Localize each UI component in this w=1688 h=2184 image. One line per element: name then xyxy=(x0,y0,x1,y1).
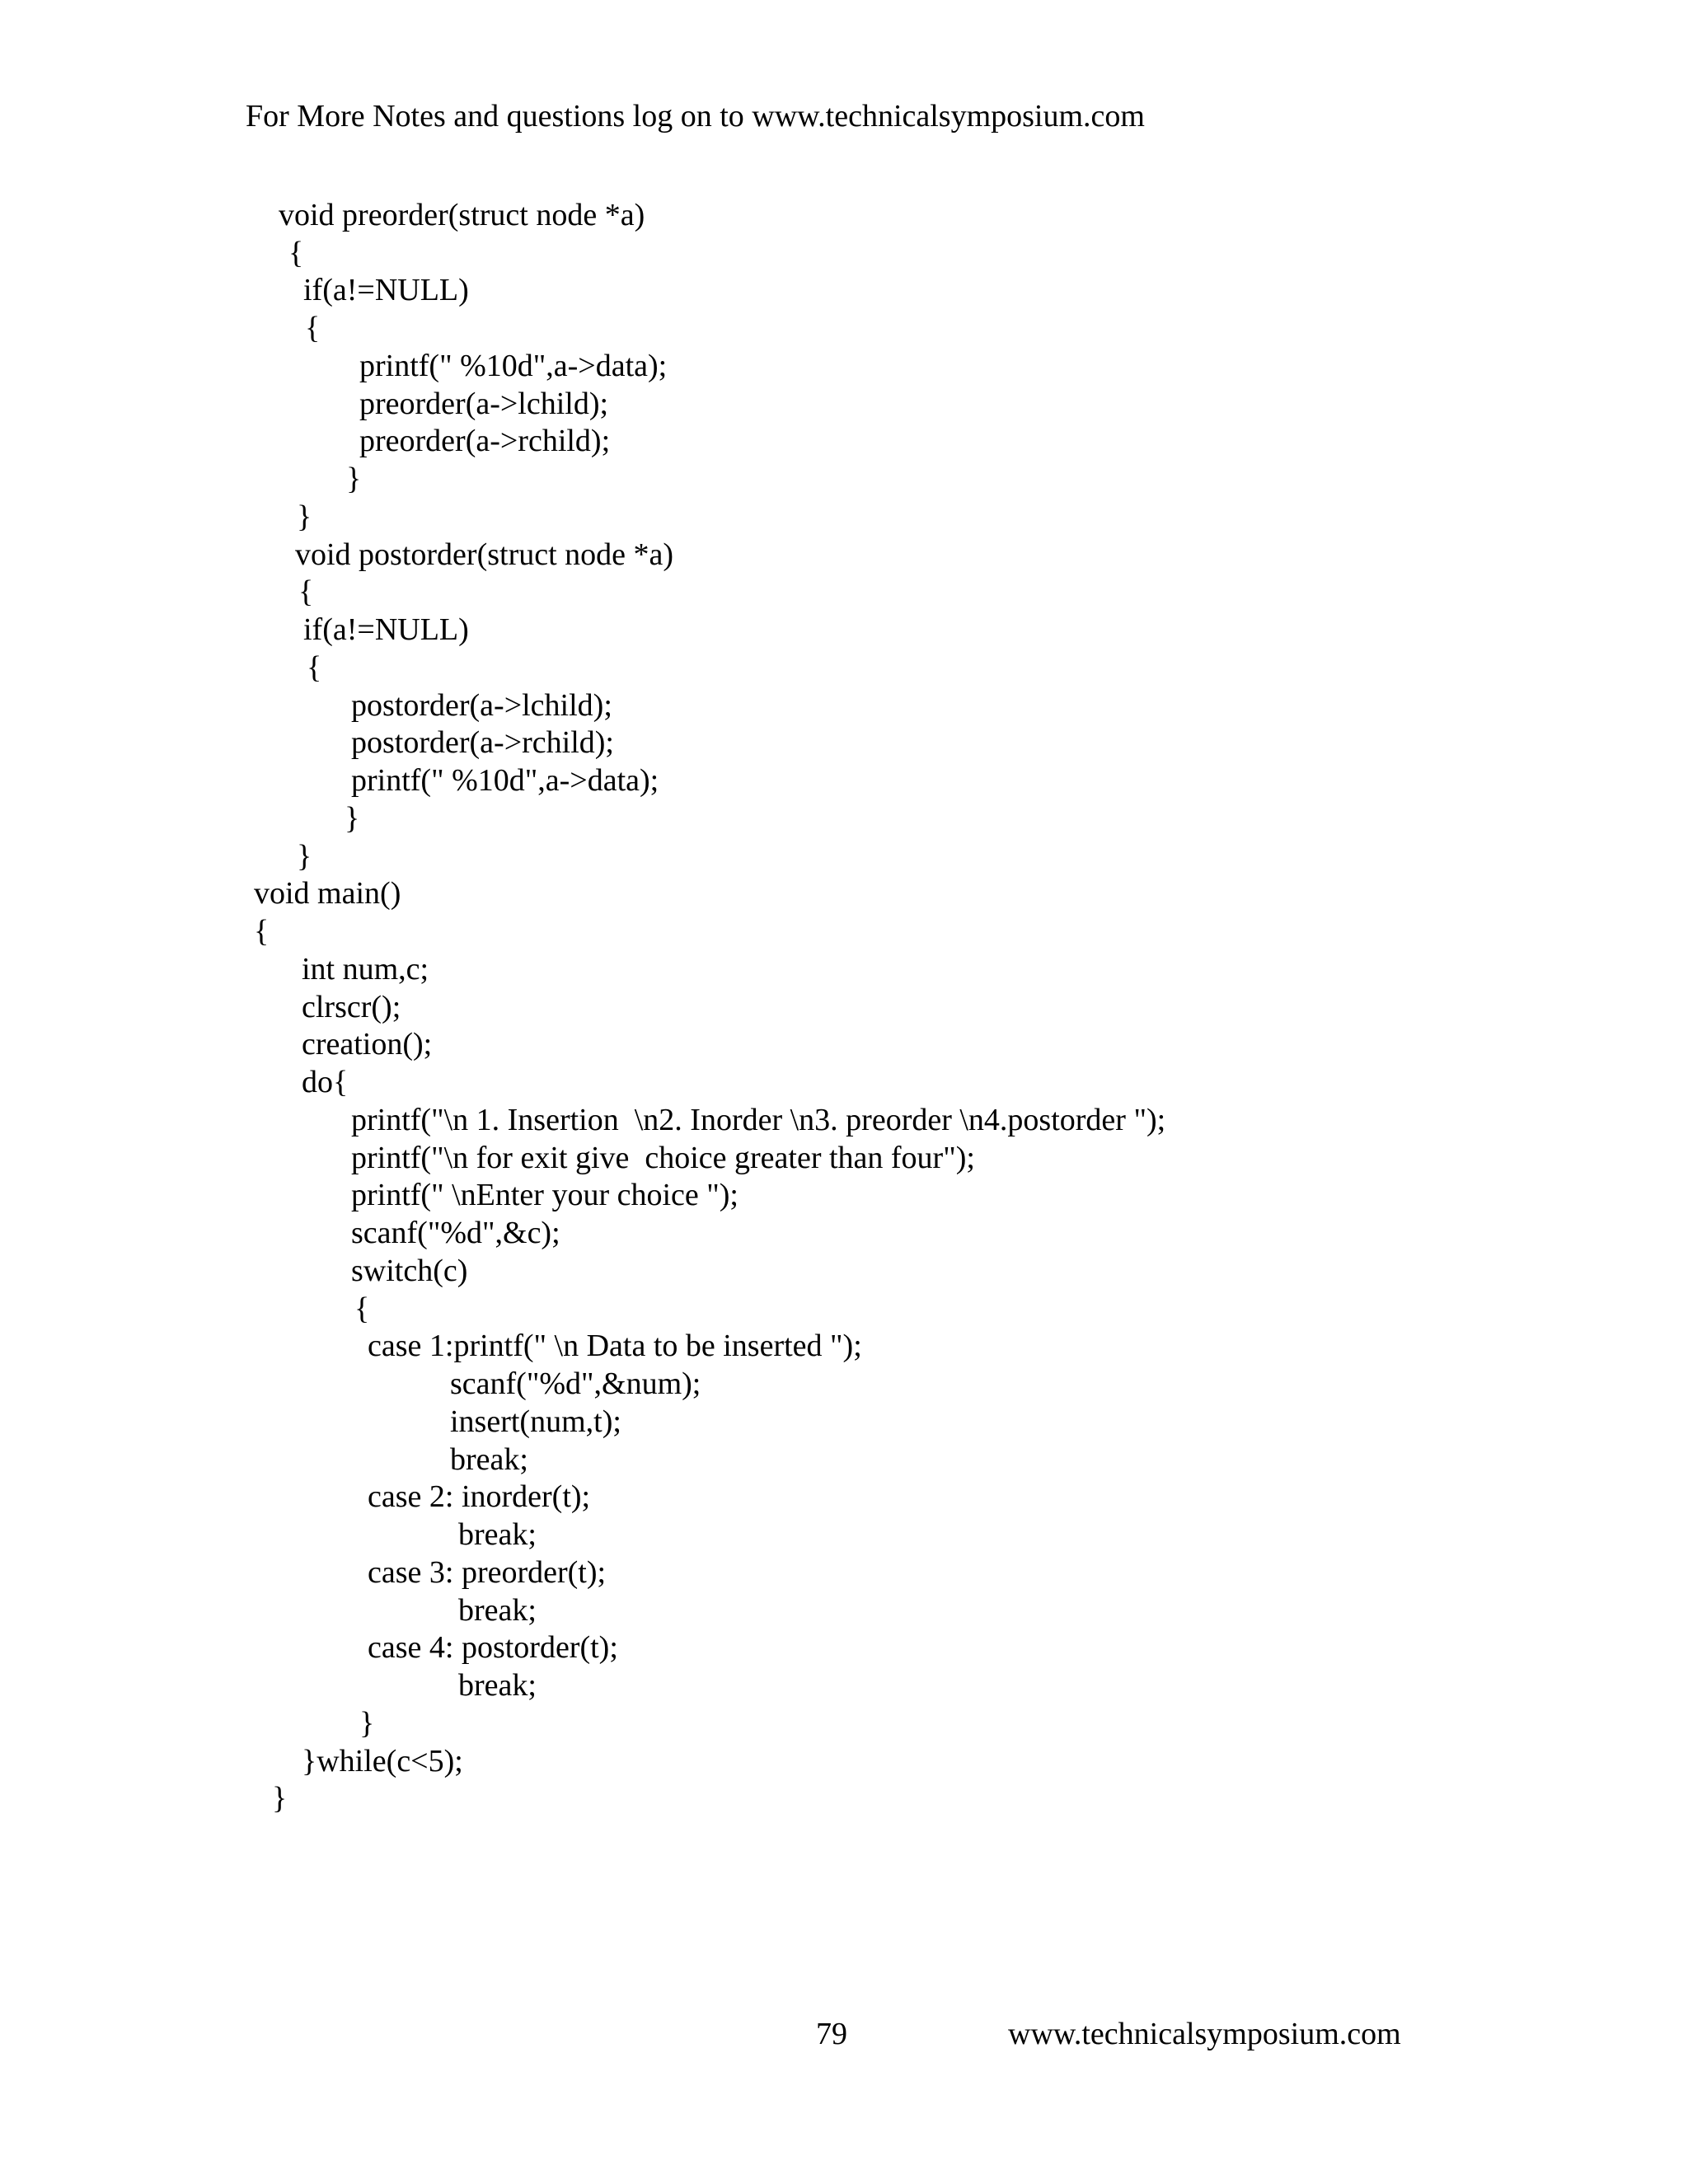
page-number: 79 xyxy=(816,2017,847,2051)
code-line: creation(); xyxy=(302,1027,433,1062)
code-line: } xyxy=(345,801,360,836)
code-line: break; xyxy=(458,1517,537,1552)
code-line: } xyxy=(359,1706,375,1741)
code-line: preorder(a->lchild); xyxy=(359,387,609,421)
code-line: void preorder(struct node *a) xyxy=(279,198,645,232)
code-line: clrscr(); xyxy=(302,990,401,1024)
code-line: case 2: inorder(t); xyxy=(368,1479,591,1514)
page-header: For More Notes and questions log on to www.technicalsymposium.com xyxy=(246,99,1145,134)
code-line: if(a!=NULL) xyxy=(303,273,469,307)
code-line: } xyxy=(272,1781,288,1816)
code-line: void postorder(struct node *a) xyxy=(295,537,674,572)
code-line: insert(num,t); xyxy=(450,1404,621,1439)
code-line: switch(c) xyxy=(351,1254,468,1288)
footer-website: www.technicalsymposium.com xyxy=(1008,2017,1401,2051)
code-line: case 1:printf(" \n Data to be inserted "); xyxy=(368,1329,862,1363)
code-line: } xyxy=(346,462,362,496)
code-line: scanf("%d",&num); xyxy=(450,1366,701,1401)
code-line: { xyxy=(254,914,270,949)
code-line: preorder(a->rchild); xyxy=(359,424,611,458)
code-line: break; xyxy=(458,1593,537,1628)
code-line: printf("\n 1. Insertion \n2. Inorder \n3. preorder \n4.postorder "); xyxy=(351,1103,1166,1137)
code-line: case 3: preorder(t); xyxy=(368,1555,607,1590)
code-line: scanf("%d",&c); xyxy=(351,1216,560,1250)
code-line: postorder(a->lchild); xyxy=(351,688,612,723)
code-line: do{ xyxy=(302,1065,349,1099)
code-line: printf(" \nEnter your choice "); xyxy=(351,1178,738,1212)
code-line: printf("\n for exit give choice greater than four"); xyxy=(351,1141,975,1175)
code-line: int num,c; xyxy=(302,952,429,987)
code-line: } xyxy=(297,499,312,534)
code-line: if(a!=NULL) xyxy=(303,612,469,647)
code-line: break; xyxy=(458,1668,537,1703)
code-line: } xyxy=(297,839,312,874)
code-line: printf(" %10d",a->data); xyxy=(359,349,668,383)
code-line: { xyxy=(354,1291,370,1326)
code-line: { xyxy=(298,574,314,609)
code-line: { xyxy=(288,236,304,270)
code-line: break; xyxy=(450,1442,528,1477)
code-line: printf(" %10d",a->data); xyxy=(351,763,659,798)
code-line: { xyxy=(307,650,322,685)
code-line: postorder(a->rchild); xyxy=(351,725,614,760)
code-line: case 4: postorder(t); xyxy=(368,1630,618,1665)
code-line: { xyxy=(305,311,321,345)
code-line: }while(c<5); xyxy=(302,1744,463,1779)
code-line: void main() xyxy=(254,876,401,911)
